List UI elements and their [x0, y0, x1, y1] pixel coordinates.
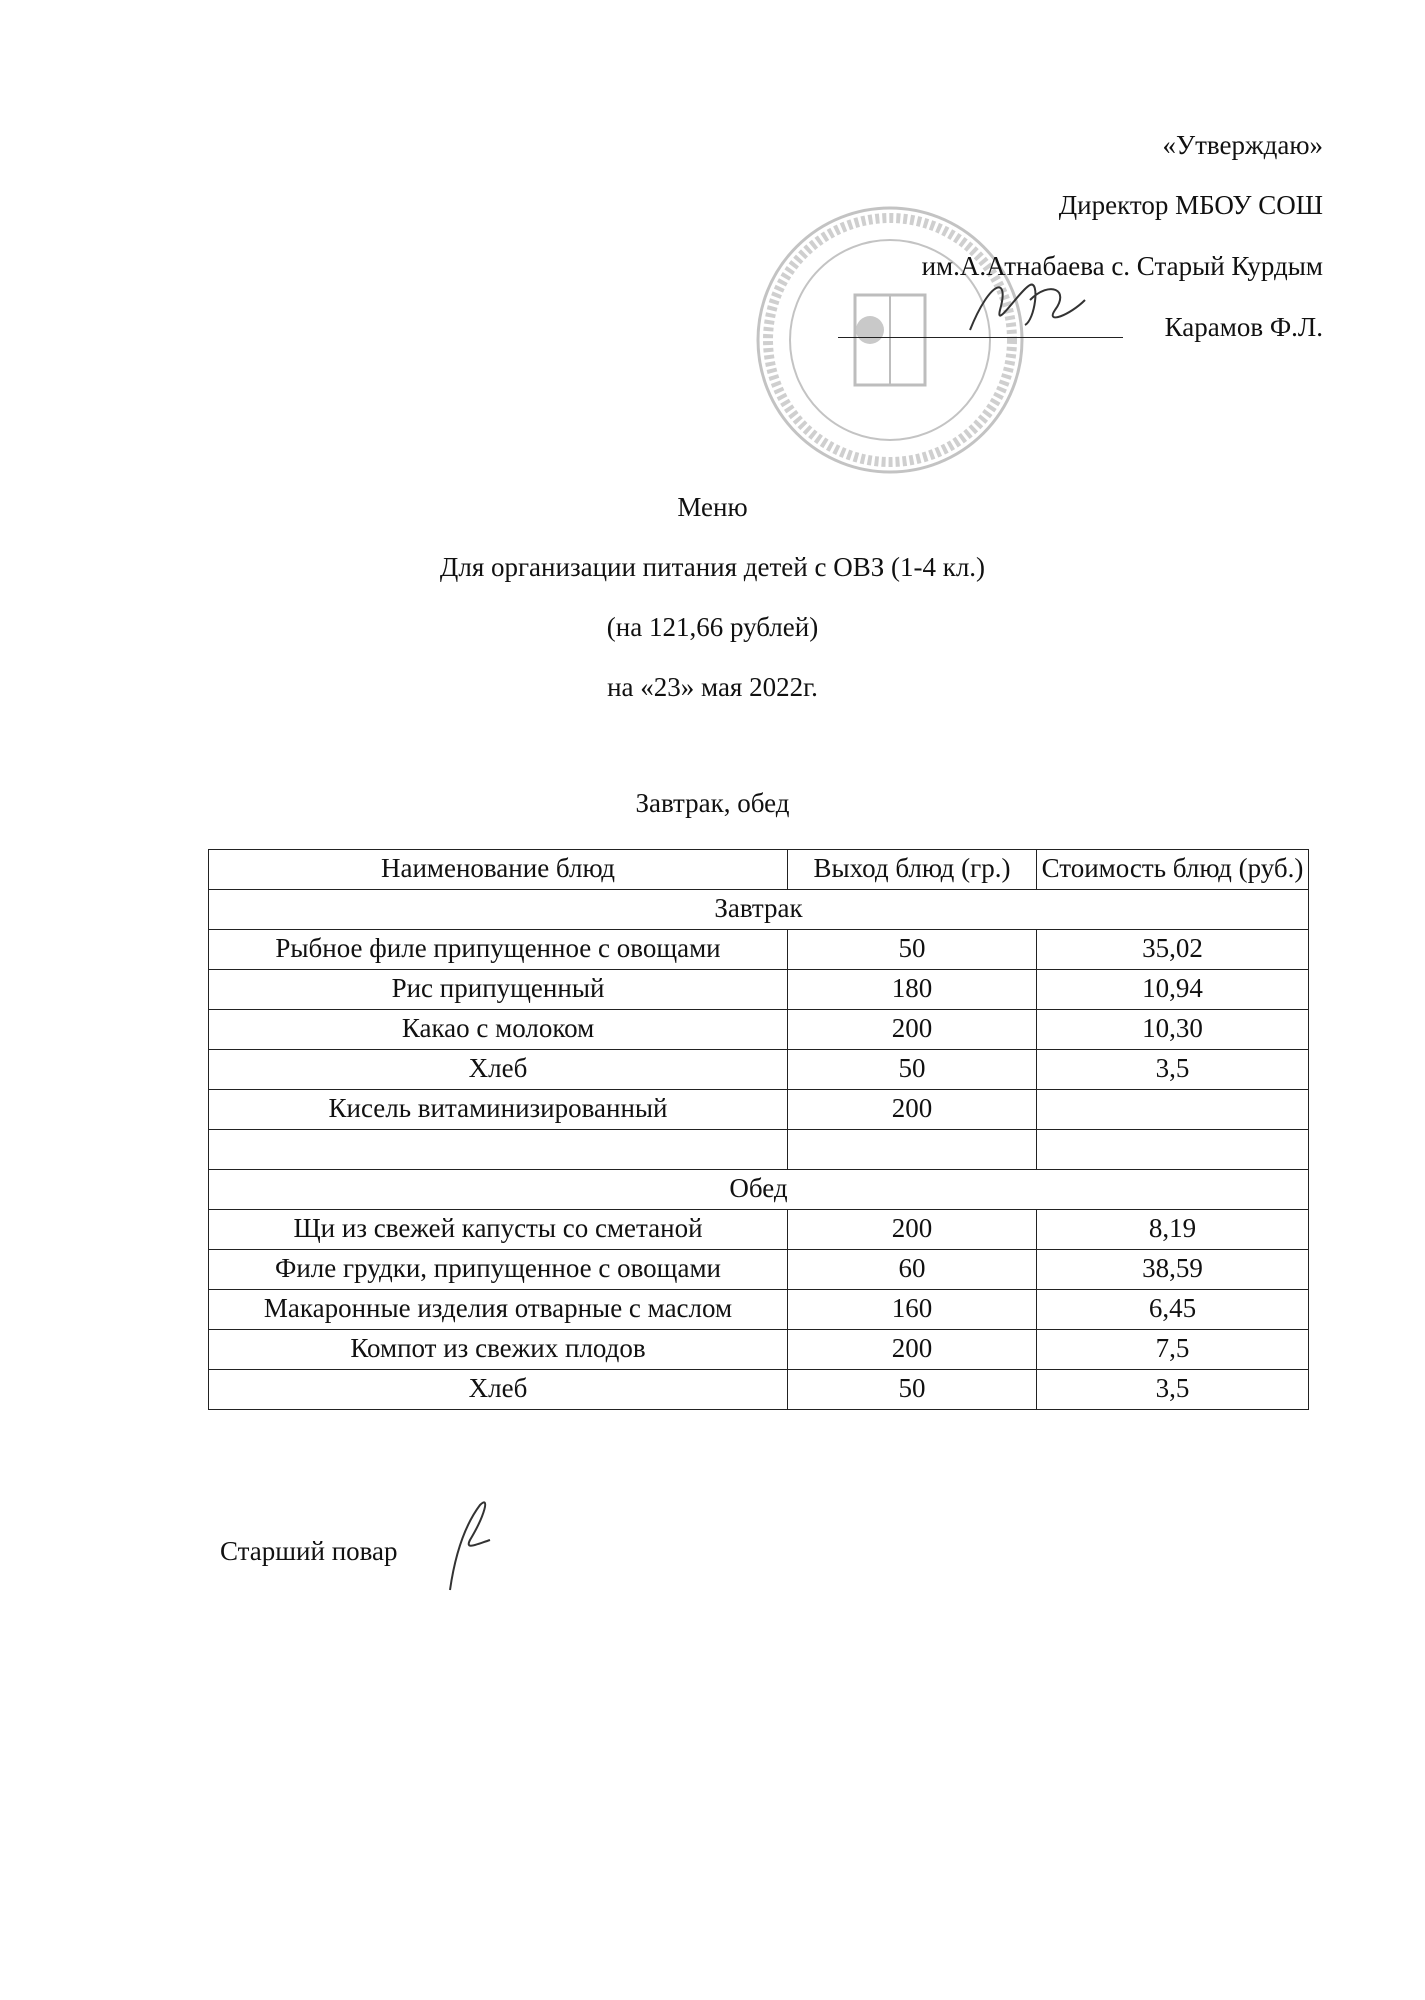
- header-yield: Выход блюд (гр.): [788, 850, 1037, 890]
- approval-heading: «Утверждаю»: [1162, 130, 1323, 160]
- cost-cell: 7,5: [1037, 1330, 1309, 1370]
- yield-cell: 160: [788, 1290, 1037, 1330]
- cost-cell: 35,02: [1037, 930, 1309, 970]
- yield-cell: 50: [788, 1050, 1037, 1090]
- cost-cell: 10,94: [1037, 970, 1309, 1010]
- signature-line: [838, 337, 1123, 338]
- table-row: [209, 1330, 1309, 1370]
- dish-cell: Хлеб: [209, 1370, 788, 1410]
- document-title: Меню: [677, 492, 748, 522]
- menu-table: [208, 849, 1309, 1410]
- dish-cell: Компот из свежих плодов: [209, 1330, 788, 1370]
- yield-cell: [788, 1130, 1037, 1170]
- document-date: на «23» мая 2022г.: [607, 672, 818, 702]
- yield-cell: 180: [788, 970, 1037, 1010]
- director-signature: [960, 270, 1090, 350]
- document-amount: (на 121,66 рублей): [606, 612, 819, 642]
- yield-cell: 200: [788, 1210, 1037, 1250]
- yield-cell: 50: [788, 930, 1037, 970]
- yield-cell: 200: [788, 1090, 1037, 1130]
- yield-cell: 200: [788, 1010, 1037, 1050]
- dish-cell: Филе грудки, припущенное с овощами: [209, 1250, 788, 1290]
- header-cost: Стоимость блюд (руб.): [1037, 850, 1309, 890]
- table-row: [209, 1290, 1309, 1330]
- table-row: [209, 1370, 1309, 1410]
- table-header-row: [209, 850, 1309, 890]
- table-row: [209, 930, 1309, 970]
- dish-cell: Щи из свежей капусты со сметаной: [209, 1210, 788, 1250]
- table-row: [209, 1050, 1309, 1090]
- table-row: [209, 1130, 1309, 1170]
- cost-cell: 3,5: [1037, 1370, 1309, 1410]
- document-purpose: Для организации питания детей с ОВЗ (1-4 кл.): [439, 552, 986, 582]
- dish-cell: Макаронные изделия отварные с маслом: [209, 1290, 788, 1330]
- table-row: [209, 1010, 1309, 1050]
- cost-cell: 3,5: [1037, 1050, 1309, 1090]
- yield-cell: 50: [788, 1370, 1037, 1410]
- section-row: [209, 890, 1309, 930]
- dish-cell: Какао с молоком: [209, 1010, 788, 1050]
- table-row: [209, 1250, 1309, 1290]
- meals-heading: Завтрак, обед: [635, 788, 790, 818]
- header-dish: Наименование блюд: [209, 850, 788, 890]
- table-row: [209, 1210, 1309, 1250]
- table-row: [209, 970, 1309, 1010]
- approval-school: им.А.Атнабаева с. Старый Курдым: [921, 251, 1323, 281]
- section-title: Завтрак: [209, 890, 1309, 930]
- section-title: Обед: [209, 1170, 1309, 1210]
- cost-cell: [1037, 1130, 1309, 1170]
- cook-label: Старший повар: [220, 1536, 398, 1566]
- approval-position: Директор МБОУ СОШ: [1058, 190, 1323, 220]
- dish-cell: Кисель витаминизированный: [209, 1090, 788, 1130]
- dish-cell: Рыбное филе припущенное с овощами: [209, 930, 788, 970]
- director-name: Карамов Ф.Л.: [1164, 312, 1323, 342]
- cook-signature: [435, 1495, 505, 1595]
- dish-cell: Рис припущенный: [209, 970, 788, 1010]
- section-row: [209, 1170, 1309, 1210]
- cost-cell: [1037, 1090, 1309, 1130]
- dish-cell: Хлеб: [209, 1050, 788, 1090]
- cost-cell: 6,45: [1037, 1290, 1309, 1330]
- cost-cell: 8,19: [1037, 1210, 1309, 1250]
- cost-cell: 38,59: [1037, 1250, 1309, 1290]
- cost-cell: 10,30: [1037, 1010, 1309, 1050]
- table-row: [209, 1090, 1309, 1130]
- yield-cell: 60: [788, 1250, 1037, 1290]
- yield-cell: 200: [788, 1330, 1037, 1370]
- dish-cell: [209, 1130, 788, 1170]
